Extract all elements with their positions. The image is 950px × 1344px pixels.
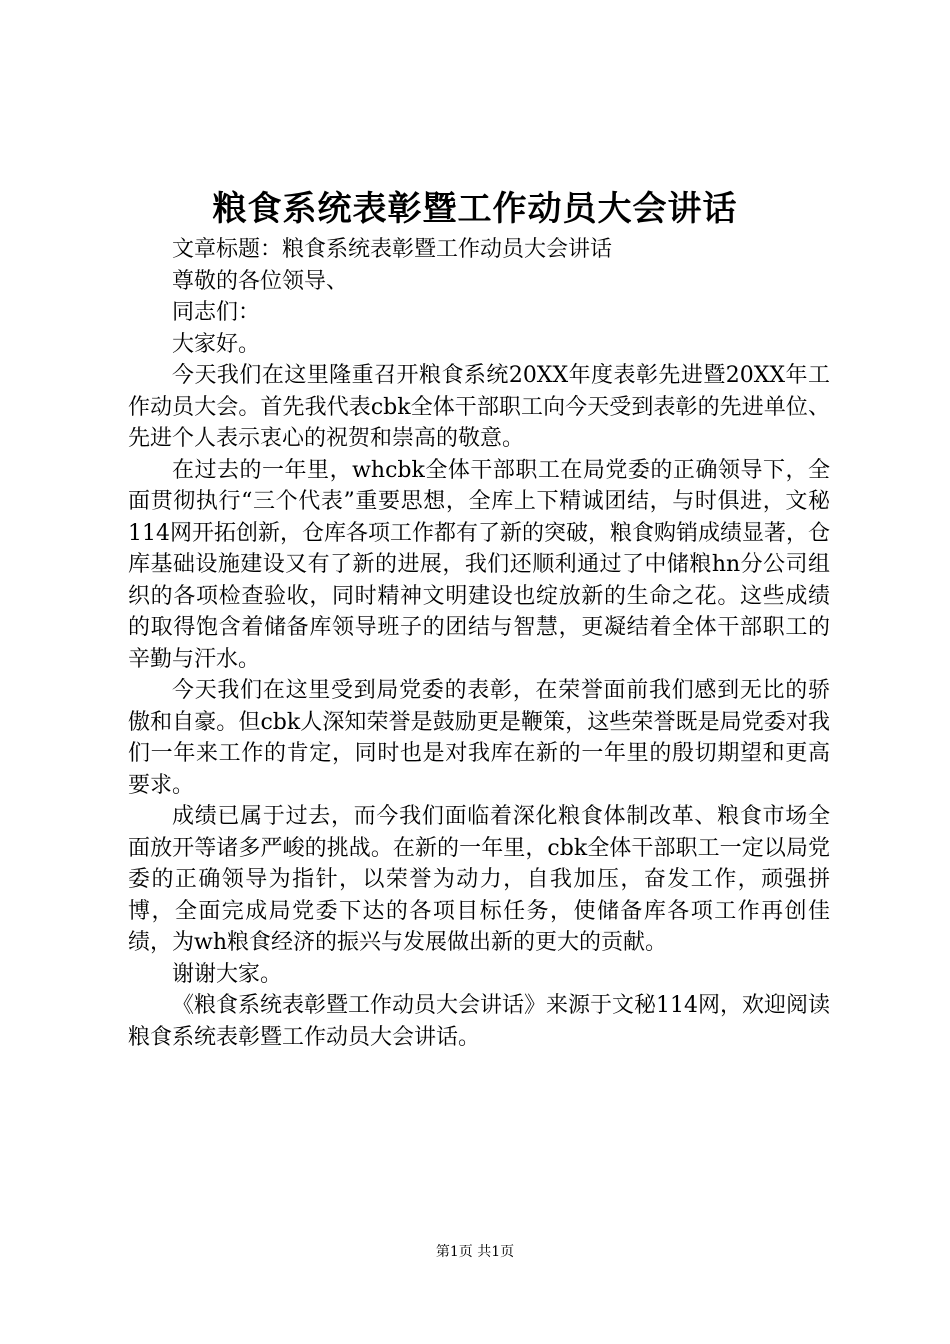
salutation-comrades: 同志们： — [172, 300, 261, 325]
paragraph-honor: 今天我们在这里受到局党委的表彰，在荣誉面前我们感到无比的骄傲和自豪。但cbk人深知荣誉是鼓励更是鞭策，这些荣誉既是局党委对我们一年来工作的肯定，同时也是对我库在新的一年里的殷切期望和更高要求。 — [128, 678, 830, 798]
paragraph-future: 成绩已属于过去，而今我们面临着深化粮食体制改革、粮食市场全面放开等诸多严峻的挑战。在新的一年里，cbk全体干部职工一定以局党委的正确领导为指针，以荣誉为动力，自我加压，奋发工作，顽强拼博，全面完成局党委下达的各项目标任务，使储备库各项工作再创佳绩，为wh粮食经济的振兴与发展做出新的更大的贡献。 — [128, 804, 830, 955]
paragraph-past-year: 在过去的一年里，whcbk全体干部职工在局党委的正确领导下，全面贯彻执行“三个代表”重要思想，全库上下精诚团结，与时俱进，文秘114网开拓创新，仓库各项工作都有了新的突破，粮食购销成绩显著，仓库基础设施建设又有了新的进展，我们还顺利通过了中储粮hn分公司组织的各项检查验收，同时精神文明建设也绽放新的生命之花。这些成绩的取得饱含着储备库领导班子的团结与智慧，更凝结着全体干部职工的辛勤与汗水。 — [128, 457, 830, 672]
source-note: 《粮食系统表彰暨工作动员大会讲话》来源于文秘114网，欢迎阅读粮食系统表彰暨工作动员大会讲话。 — [128, 993, 830, 1050]
paragraph-opening: 今天我们在这里隆重召开粮食系统20XX年度表彰先进暨20XX年工作动员大会。首先我代表cbk全体干部职工向今天受到表彰的先进单位、先进个人表示衷心的祝贺和崇高的敬意。 — [128, 363, 830, 451]
closing-thanks: 谢谢大家。 — [172, 961, 283, 987]
greeting: 大家好。 — [172, 331, 261, 357]
salutation-leaders: 尊敬的各位领导、 — [172, 268, 349, 294]
page-footer: 第1页 共1页 — [435, 1244, 515, 1260]
article-title-line: 文章标题：粮食系统表彰暨工作动员大会讲话 — [172, 237, 613, 262]
document-title: 粮食系统表彰暨工作动员大会讲话 — [212, 189, 738, 229]
document-body — [128, 234, 830, 1053]
